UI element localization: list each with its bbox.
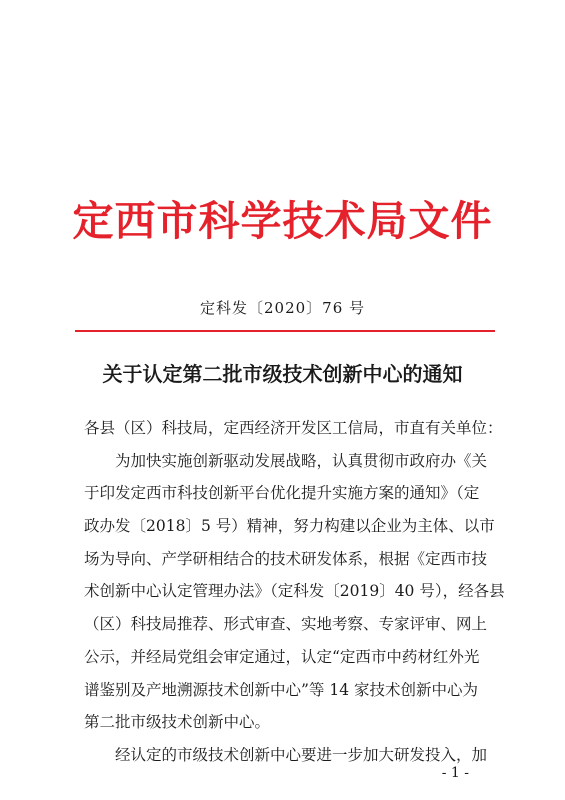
body-line: 政办发〔2018〕5 号）精神，努力构建以企业为主体、以市 [84,517,495,536]
document-number: 定科发〔2020〕76 号 [199,299,366,317]
body-line: 于印发定西市科技创新平台优化提升实施方案的通知》（定 [84,484,480,503]
body-line: 公示，并经局党组会审定通过，认定“定西市中药材红外光 [84,647,480,666]
salutation-line: 各县（区）科技局，定西经济开发区工信局，市直有关单位： [84,419,503,437]
body-line: 经认定的市级技术创新中心要进一步加大研发投入，加 [115,745,488,764]
notice-title: 关于认定第二批市级技术创新中心的通知 [102,362,463,386]
body-line: 为加快实施创新驱动发展战略，认真贯彻市政府办《关 [115,451,488,470]
body-line: （区）科技局推荐、形式审查、实地考察、专家评审、网上 [84,615,488,634]
body-line: 谱鉴别及产地溯源技术创新中心”等 14 家技术创新中心为 [84,680,479,699]
document-header-title: 定西市科学技术局文件 [72,197,493,245]
red-separator-line [75,330,495,332]
body-line: 术创新中心认定管理办法》（定科发〔2019〕40 号），经各县 [84,582,505,601]
page-number: - 1 - [441,765,469,781]
body-line: 场为导向、产学研相结合的技术研发体系，根据《定西市技 [84,549,488,568]
body-line: 第二批市级技术创新中心。 [84,713,271,732]
notice-body [84,412,505,772]
